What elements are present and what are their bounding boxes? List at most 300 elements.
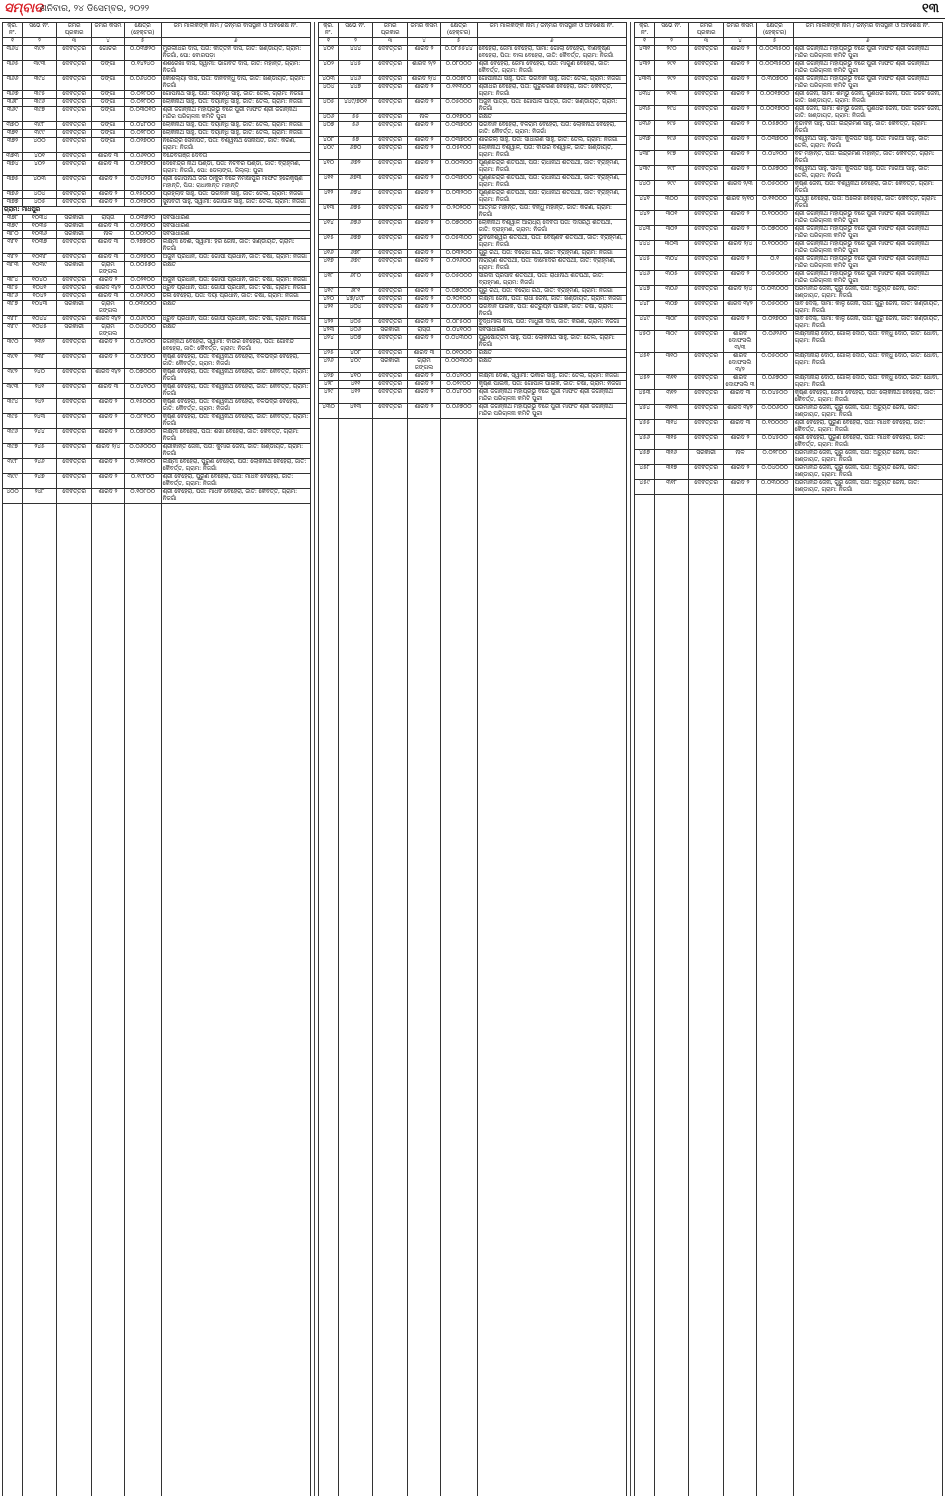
table-row xyxy=(635,271,943,286)
cell-owner: ପ୍ରହ୍ଲାଦ ସାହୁ, ପିତା: ଭଗବାନ ସାହୁ, ଜାତି: ତେଲି, ଗ୍ରାମ: ନିଜଗାଁ xyxy=(161,191,310,199)
cell-type: ଦେବତ୍ତର xyxy=(688,196,723,211)
cell-plot: ୨୯୮ xyxy=(655,166,689,181)
column-number: ୫ xyxy=(124,38,161,46)
table-row xyxy=(635,480,943,495)
cell-plot: ୪୧୩ xyxy=(339,404,373,419)
cell-plot: ୬୮୦ xyxy=(339,273,373,288)
cell-type: ସରକାରୀ xyxy=(56,301,91,316)
table-row xyxy=(319,288,627,296)
cell-owner: ଶାରିଜଲା ସାହୁ, ପିତା: ସାଧାରଣ ସାହୁ, ଜାତି: ତେଲି, ଗ୍ରାମ: ନିଜଗାଁ xyxy=(477,137,626,145)
cell-type: ଦେବତ୍ତର xyxy=(688,375,723,390)
cell-area: ୦.୦୫୦୦୦ xyxy=(756,353,793,375)
cell-plot: ୨୩୮ xyxy=(23,354,57,369)
cell-plot: ୪୪୯/୭୦୧ xyxy=(339,99,373,114)
table-row xyxy=(3,414,311,429)
table-row xyxy=(319,319,627,327)
cell-owner: ସର୍ବସାଧାରଣ xyxy=(161,231,310,239)
cell-plot: ୪୪୭ xyxy=(339,84,373,99)
cell-sl: ୩୭୪ xyxy=(3,161,23,176)
cell-sl: ୩୬୭ xyxy=(3,91,23,99)
cell-kisam: ଶାରଦ ୩ xyxy=(408,350,440,358)
table-row xyxy=(3,444,311,459)
cell-owner: ଗୁରୁ ରଥ, ପିତା: ବିରୋଧ ରଥ, ଜାତି: ବ୍ରାହ୍ମଣ, ଗ୍ରାମ: ନିଜଗାଁ xyxy=(477,250,626,258)
table-row xyxy=(3,239,311,254)
cell-sl: ୩୯୦ xyxy=(3,339,23,354)
cell-type: ଦେବତ୍ତର xyxy=(688,136,723,151)
cell-sl: ୪୩୨ xyxy=(635,61,655,76)
cell-type: ଦେବତ୍ତର xyxy=(372,381,407,389)
cell-area: ୦.୦୮୫୫୪୪ xyxy=(440,46,477,61)
table-row xyxy=(635,136,943,151)
cell-area: ୦.୦୩୭୦୦ xyxy=(756,136,793,151)
column-divider xyxy=(630,22,631,1496)
cell-area: ୦.୦୦୩୫୦୦ xyxy=(756,61,793,76)
cell-owner: ନରେନ୍ଦ୍ର ସେନାପତି, ପିତା: ବିଶ୍ୱନାଥ ସେନାପତି, ଜାତି: କରଣ, ଗ୍ରାମ: ନିଜଗାଁ xyxy=(161,138,310,153)
cell-kisam: ଡଙ୍ଗା xyxy=(92,107,124,122)
cell-plot: ୪୦୭ xyxy=(339,335,373,350)
cell-sl: ୪୫୪ xyxy=(635,405,655,420)
cell-sl: ୪୦୦ xyxy=(3,489,23,504)
cell-sl: ୪୩୮ xyxy=(635,151,655,166)
cell-plot: ୨୯୨ xyxy=(655,76,689,91)
cell-owner: ଲକ୍ଷ୍ମୀନାରା ଦୋଠ, ଗୋଲା ଦୋଠ, ପିତା: ବନ୍ଧୁ ଦୋଠ, ଜାତି: ଧୋବା, ଗ୍ରାମ: ନିଜଗାଁ xyxy=(793,331,942,353)
cell-type: ଦେବତ୍ତର xyxy=(56,191,91,199)
table-row xyxy=(635,316,943,331)
cell-sl: ୪୪୦ xyxy=(635,181,655,196)
cell-kisam: ଶାରଦ ୩/୨ xyxy=(724,405,756,420)
cell-owner: ରକ୍ଷିତ xyxy=(161,301,310,316)
table-row xyxy=(635,450,943,465)
cell-sl: ୪୫୫ xyxy=(635,420,655,435)
cell-plot: ୩୧୦ xyxy=(655,353,689,375)
cell-owner: ଧ୍ରୁବ ପ୍ରଧାନ, ପିତା: ଗୋପୀ ପ୍ରଧାନ, ଜାତି: ଚଷା, ଗ୍ରାମ: ନିଜଗାଁ xyxy=(161,316,310,324)
cell-plot: ୧୦୪୩ xyxy=(23,301,57,316)
table-row xyxy=(3,474,311,489)
cell-area: ୦.୧୧୦୦୦ xyxy=(756,196,793,211)
table-row xyxy=(3,316,311,324)
cell-sl: ୩୯୫ xyxy=(3,414,23,429)
table-row xyxy=(635,211,943,226)
cell-type: ଦେବତ୍ତର xyxy=(372,220,407,235)
cell-owner: ପୂର୍ଣ୍ଣଚନ୍ଦ୍ର ଶତପଥୀ, ପିତା: ରାଧାନାଥ ଶତପଥୀ, ଜାତି: ବ୍ରାହ୍ମଣ, ଗ୍ରାମ: ନିଜଗାଁ xyxy=(477,175,626,190)
table-row xyxy=(635,435,943,450)
cell-area: ୦.୦୦୧୭୦୦ xyxy=(756,91,793,106)
cell-owner: ଲକ୍ଷ୍ମୀ ଦେଈ, ସ୍ୱାମୀ: ହରି ଜେନା, ଜାତି: ଖଣ୍ଡାୟତ, ଗ୍ରାମ: ନିଜଗାଁ xyxy=(161,239,310,254)
cell-area: ୦.୨୭୭୦୦ xyxy=(124,239,161,254)
cell-kisam: ଶାରଦ ଦୋଫସଲି ୩/୨ xyxy=(724,353,756,375)
cell-plot: ୧୦୪୦ xyxy=(23,277,57,285)
cell-area: ୦.୦୯୬୦୦ xyxy=(440,304,477,319)
column-number: ୬ xyxy=(477,38,626,46)
cell-kisam: ଶାରଦ ୨ xyxy=(408,84,440,99)
cell-area: ୦.୦୩୦୦୦ xyxy=(124,301,161,316)
cell-kisam: ଡଙ୍ଗା xyxy=(92,99,124,107)
cell-kisam: ଶାରଦ ୨ xyxy=(92,489,124,504)
cell-type: ଦେବତ୍ତର xyxy=(56,76,91,91)
cell-type: ଦେବତ୍ତର xyxy=(688,316,723,331)
cell-area: ୦.୦୮୫୦୦ xyxy=(440,319,477,327)
cell-sl: ୪୧୦ xyxy=(319,160,339,175)
cell-sl: ୪୨୯ xyxy=(319,389,339,404)
cell-sl: ୩୮୭ xyxy=(3,301,23,316)
cell-sl: ୩୭୦ xyxy=(3,122,23,130)
filler-cell xyxy=(3,504,23,1497)
cell-sl: ୩୮୩ xyxy=(3,262,23,277)
cell-sl: ୩୬୪ xyxy=(3,46,23,61)
cell-plot: ୧୦୩୫ xyxy=(23,223,57,231)
table-row xyxy=(635,151,943,166)
cell-sl: ୪୫୨ xyxy=(635,375,655,390)
cell-type: ଦେବତ୍ତର xyxy=(688,181,723,196)
cell-plot: ୧୦୪୨ xyxy=(23,293,57,301)
cell-owner: ସାରଦା ପ୍ରସାଦ ଶତପଥୀ, ପିତା: ରାଧାନାଥ ଶତପଥୀ, ଜାତି: ବ୍ରାହ୍ମଣ, ଗ୍ରାମ: ନିଜଗାଁ xyxy=(477,273,626,288)
cell-sl: ୪୪୨ xyxy=(635,211,655,226)
cell-plot: ୧୦୩୬ xyxy=(23,231,57,239)
column-header: ସର୍ଭେ ନଂ. xyxy=(655,23,689,38)
cell-area: ୦.୦୪୨୦୦ xyxy=(124,339,161,354)
cell-area: ୦.୦୩୨୦୦ xyxy=(440,250,477,258)
cell-sl: ୪୦୫ xyxy=(319,99,339,114)
cell-sl: ୩୮୪ xyxy=(3,277,23,285)
table-row xyxy=(3,130,311,138)
cell-plot: ୪୭/୪୯୮ xyxy=(339,296,373,304)
cell-area: ୦.୦୫୦୦୦ xyxy=(440,273,477,288)
cell-sl: ୩୯୨ xyxy=(3,369,23,384)
cell-owner: ବିଶ୍ୱନାଥ ସାହୁ, ସାମା: କୁଳପତି ସାହୁ, ପିତା: ମାଗିଆ ସାହୁ, ଜାତି: ତେଲି, ଗ୍ରାମ: ନିଜଗାଁ xyxy=(793,166,942,181)
table-row xyxy=(319,373,627,381)
cell-kisam: ଶାରଦ ୩/୨ xyxy=(724,301,756,316)
cell-plot: ୧୦୩୯ xyxy=(23,262,57,277)
cell-area: ୦.୨୦୨୦୦ xyxy=(440,205,477,220)
table-row xyxy=(319,190,627,205)
column-divider xyxy=(314,22,315,1496)
cell-sl: ୩୯୯ xyxy=(3,474,23,489)
cell-type: ସରକାରୀ xyxy=(56,215,91,223)
cell-kisam: ଡଙ୍ଗା xyxy=(92,130,124,138)
cell-owner: ଅର୍ଜୁନ ପ୍ରଧାନ, ପିତା: ଗୋପୀ ପ୍ରଧାନ, ଜାତି: ଚଷା, ଗ୍ରାମ: ନିଜଗାଁ xyxy=(161,277,310,285)
cell-type: ସରକାରୀ xyxy=(56,324,91,339)
cell-kisam: ଶାରଦ ୨ xyxy=(724,226,756,241)
cell-area: ୦.୦୩୨୦୦ xyxy=(440,190,477,205)
cell-area: ୦.୦୬୯୦୦ xyxy=(124,285,161,293)
cell-plot: ୧୦୩୪ xyxy=(23,215,57,223)
cell-kisam: ଶାରଦ ୩/୨ xyxy=(92,285,124,293)
cell-kisam: ଗ୍ରାମ ଜଙ୍ଗଲ xyxy=(92,324,124,339)
cell-plot: ୩୦୪ xyxy=(655,256,689,271)
table-row xyxy=(3,262,311,277)
table-row xyxy=(319,327,627,335)
table-row xyxy=(319,350,627,358)
cell-type: ଦେବତ୍ତର xyxy=(56,138,91,153)
cell-owner: ଲକ୍ଷ୍ମୀ ବେହେରା, ପିତା: ଶିଖା ବେହେରା, ଜାତି: କୈବର୍ତ୍ତ, ଗ୍ରାମ: ନିଜଗାଁ xyxy=(161,429,310,444)
cell-kisam: ଶାରଦ ୨/୧୦ xyxy=(724,196,756,211)
cell-sl: ୪୧୨ xyxy=(319,190,339,205)
cell-sl: ୪୫୮ xyxy=(635,465,655,480)
cell-area: ୦.୦୫୭୦୦ xyxy=(756,121,793,136)
cell-owner: ବୃନ୍ଦାବନ ସାହୁ, ପିତା: ଇନ୍ଦ୍ରମଣି ସାହୁ, ଜାତି: କୈବର୍ତ୍ତ, ଗ୍ରାମ: ନିଜଗାଁ xyxy=(793,121,942,136)
table-row xyxy=(3,231,311,239)
column-header: କ୍ର. ନଂ. xyxy=(635,23,655,38)
cell-plot: ୪୦୬ xyxy=(339,327,373,335)
cell-plot: ୪୦୯ xyxy=(339,358,373,373)
cell-area: ୦.୦୬୯୦୦ xyxy=(124,316,161,324)
cell-type: ଦେବତ୍ତର xyxy=(56,444,91,459)
cell-kisam: ଶାରଦ ୨ xyxy=(408,145,440,160)
cell-owner: ସର୍ବସାଧାରଣ xyxy=(161,215,310,223)
table-row xyxy=(319,220,627,235)
cell-sl: ୪୩୬ xyxy=(635,121,655,136)
cell-sl: ୪୨୮ xyxy=(319,381,339,389)
cell-owner: ପରମାନନ୍ଦ ଜେନା, ଗୁରୁ ଜେନା, ପିତା: ଅଚ୍ୟୁତ ଜେନା, ଜାତି: ଖଣ୍ଡାୟତ, ଗ୍ରାମ: ନିଜଗାଁ xyxy=(793,405,942,420)
column-number: ୧ xyxy=(635,38,655,46)
village-name: ଗ୍ରାମ: ମାଧପୁର xyxy=(3,207,311,215)
table-row xyxy=(635,301,943,316)
cell-area: ୦.୦୮୧୦୦ xyxy=(124,414,161,429)
cell-sl: ୩୯୪ xyxy=(3,399,23,414)
table-row xyxy=(319,250,627,258)
cell-sl: ୪୫୧ xyxy=(635,353,655,375)
table-row xyxy=(3,215,311,223)
cell-area: ୦.୦୪୮୦୦ xyxy=(124,122,161,130)
cell-kisam: ଡଙ୍ଗା xyxy=(92,61,124,76)
cell-owner: ପୂର୍ଣ୍ଣଚନ୍ଦ୍ର ଶତପଥୀ, ପିତା: ରାଧାନାଥ ଶତପଥୀ, ଜାତି: ବ୍ରାହ୍ମଣ, ଗ୍ରାମ: ନିଜଗାଁ xyxy=(477,190,626,205)
column-header: କ୍ଷେତ୍ର (ହେକ୍ଟର) xyxy=(756,23,793,38)
cell-kisam: ଶାରଦ ୨ xyxy=(724,151,756,166)
cell-plot: ୩୧୧ xyxy=(655,375,689,390)
cell-area: ୦.୦୦୩୦୦ xyxy=(440,160,477,175)
table-row xyxy=(3,339,311,354)
cell-kisam: ଶାରଦ ୨/୪ xyxy=(92,444,124,459)
cell-type: ଦେବତ୍ତର xyxy=(56,176,91,191)
table-row xyxy=(319,99,627,114)
cell-owner: ଶ୍ରୀ ଜଗନ୍ନାଥ ମହାପ୍ରଭୁ ବିଜେ ପୁରୀ ମାର୍ଫତ ଶ୍ରୀ ଜଗନ୍ନାଥ ମନ୍ଦିର ପରିଚାଳନା କମିଟି ପୁରୀ xyxy=(793,61,942,76)
cell-type: ଦେବତ୍ତର xyxy=(372,99,407,114)
cell-sl: ୩୭୬ xyxy=(3,191,23,199)
cell-kisam: ଶାରଦ ୩ xyxy=(92,254,124,262)
filler-cell xyxy=(635,495,655,1497)
column-number: ୪ xyxy=(724,38,756,46)
cell-area: ୦.୦୪୦୦୦ xyxy=(124,324,161,339)
cell-area: ୦.୦୪୨୦୦ xyxy=(756,151,793,166)
cell-sl: ୩୬୯ xyxy=(3,107,23,122)
cell-plot: ୨୯୩ xyxy=(655,91,689,106)
cell-area: ୦.୦୪୮୦୦ xyxy=(440,389,477,404)
cell-kisam: ଶାରଦ ୩ xyxy=(724,390,756,405)
cell-plot: ୧୦୪୪ xyxy=(23,316,57,324)
cell-plot: ୪୧୨ xyxy=(339,389,373,404)
table-row xyxy=(319,304,627,319)
table-row xyxy=(3,76,311,91)
cell-sl: ୪୪୭ xyxy=(635,286,655,301)
table-row xyxy=(319,160,627,175)
cell-plot: ୩୦୫ xyxy=(655,271,689,286)
filler-cell xyxy=(477,419,626,1497)
cell-type: ଦେବତ୍ତର xyxy=(372,160,407,175)
cell-kisam: ଶାରଦ ୨ xyxy=(408,190,440,205)
table-row xyxy=(3,369,311,384)
cell-plot: ୩୦୩ xyxy=(655,241,689,256)
cell-owner: ପରମାନନ୍ଦ ଜେନା, ଗୁରୁ ଜେନା, ପିତା: ଅଚ୍ୟୁତ ଜେନା, ଜାତି: ଖଣ୍ଡାୟତ, ଗ୍ରାମ: ନିଜଗାଁ xyxy=(793,450,942,465)
column-number: ୫ xyxy=(756,38,793,46)
cell-plot: ୧୦୩୮ xyxy=(23,254,57,262)
cell-owner: କୌଶଲ୍ୟା ଦାସ, ପିତା: ଦୀନବନ୍ଧୁ ଦାସ, ଜାତି: ଖଣ୍ଡାୟତ, ଗ୍ରାମ: ନିଜଗାଁ xyxy=(161,76,310,91)
cell-kisam: ଶାରଦ ୨ xyxy=(92,199,124,207)
cell-sl: ୪୨୬ xyxy=(319,358,339,373)
table-row xyxy=(319,84,627,99)
cell-owner: ଶ୍ରୀ ଜେନା, ସାମା: ଶମ୍ଭୁ ଜେନା, ଗୁଣଧର ଜେନା, ପିତା: ଜିଜଟ ଜେନା, ଜାତି: ଖଣ୍ଡାୟତ, ଗ୍ରାମ: ନିଜଗାଁ xyxy=(794,106,941,119)
cell-kisam: ଶାରଦ ୨ xyxy=(408,99,440,114)
cell-plot: ୩୧୮ xyxy=(655,480,689,495)
cell-owner: ଲକ୍ଷ୍ମୀନାରା ଦୋଠ, ଗୋଲା ଦୋଠ, ପିତା: ବନ୍ଧୁ ଦୋଠ, ଜାତି: ଧୋବା, ଗ୍ରାମ: ନିଜଗାଁ xyxy=(793,375,942,390)
table-row xyxy=(319,335,627,350)
cell-sl: ୪୪୮ xyxy=(635,301,655,316)
table-row xyxy=(3,293,311,301)
filler-cell xyxy=(161,504,310,1497)
land-records-table xyxy=(318,22,627,1496)
table-row xyxy=(635,241,943,256)
filler-cell xyxy=(124,504,161,1497)
cell-owner: ଲକ୍ଷ୍ମୀନାରା ଦୋଠ, ଗୋଲା ଦୋଠ, ପିତା: ବନ୍ଧୁ ଦୋଠ, ଜାତି: ଧୋବା, ଗ୍ରାମ: ନିଜଗାଁ xyxy=(793,353,942,375)
cell-type: ଦେବତ୍ତର xyxy=(56,130,91,138)
cell-type: ଦେବତ୍ତର xyxy=(372,145,407,160)
cell-sl: ୪୩୪ xyxy=(635,91,655,106)
cell-area: ୦.୦୨୭୦୦ xyxy=(756,316,793,331)
table-row xyxy=(319,381,627,389)
cell-kisam: ଗ୍ରାମ ଜଙ୍ଗଲ xyxy=(92,262,124,277)
cell-owner: ବଟ ମହାନ୍ତି, ପିତା: ଇନ୍ଦ୍ରମଣି ମହାନ୍ତି, ଜାତି: କୈବର୍ତ୍ତ, ଗ୍ରାମ: ନିଜଗାଁ xyxy=(793,151,942,166)
cell-owner: ଶ୍ରୀ ବେହେରା, ପୁରୁଣି ବେହେରା, ପିତା: ମାଧବ ବେହେରା, ଜାତି: କୈବର୍ତ୍ତ, ଗ୍ରାମ: ନିଜଗାଁ xyxy=(793,435,942,450)
cell-type: ଦେବତ୍ତର xyxy=(688,465,723,480)
table-row xyxy=(319,358,627,373)
cell-owner: ପୁରୁଷୋତ୍ତମ ସାହୁ, ପିତା: ଲୋକନାଥ ସାହୁ, ଜାତି: ତେଲି, ଗ୍ରାମ: ନିଜଗାଁ xyxy=(477,335,626,350)
cell-kisam: ଶାରଦ ୩ xyxy=(724,420,756,435)
cell-plot: ୨୯୪ xyxy=(655,106,689,121)
cell-owner: ଗୋପୀନାଥ ସାହୁ, ପିତା: ଭଗବାନ ସାହୁ, ଜାତି: ତେଲି, ଗ୍ରାମ: ନିଜଗାଁ xyxy=(477,76,626,84)
cell-owner: ବିଶ୍ୱନାଥ ସାହୁ, ସାମା: କୁଳପତି ସାହୁ, ପିତା: ମାଗିଆ ସାହୁ, ଜାତି: ତେଲି, ଗ୍ରାମ: ନିଜଗାଁ xyxy=(793,136,942,151)
cell-kisam: ଶାରଦ ୨ xyxy=(92,339,124,354)
cell-area: ୦.୦୧୭୦୦ xyxy=(440,114,477,122)
cell-type: ଦେବତ୍ତର xyxy=(372,288,407,296)
column-header: ଜମି ମାଲିକଙ୍କ ନାମ / ଜନ୍ମର ବାସସ୍ଥାନ ଓ ଅବଶେଷ ନଂ. xyxy=(161,23,310,38)
cell-sl: ୪୨୭ xyxy=(319,373,339,381)
cell-owner: ମୁରଲୀଧର ଦାସ, ପିତା: କୀର୍ତ୍ତନ ଦାସ, ଜାତି: ଖଣ୍ଡାୟତ, ଗ୍ରାମ: ନିଜଗାଁ, ପୋ: ବୋରପଡ଼ା xyxy=(161,46,310,61)
cell-kisam: ଡଙ୍ଗା xyxy=(92,91,124,99)
cell-owner: ସର୍ବସାଧାରଣ xyxy=(161,223,310,231)
cell-owner: ଶ୍ରୀ ଜଗନ୍ନାଥ ମହାପ୍ରଭୁ ବିଜେ ପୁରୀ ମାର୍ଫତ ଶ୍ରୀ ଜଗନ୍ନାଥ ମନ୍ଦିର ପରିଚାଳନା କମିଟି ପୁରୀ xyxy=(793,46,942,61)
cell-type: ଦେବତ୍ତର xyxy=(372,319,407,327)
filler-cell xyxy=(688,495,723,1497)
cell-kisam: ଶାରଦ ୨ xyxy=(92,399,124,414)
table-row xyxy=(635,286,943,301)
cell-kisam: ଶାରଦ ୩ xyxy=(92,239,124,254)
cell-area: ୦.୦୩୭୦୦ xyxy=(440,122,477,137)
column-number: ୫ xyxy=(440,38,477,46)
cell-area: ୦.୦୪୧୦୦ xyxy=(124,384,161,399)
cell-area: ୦.୦୨୬୦୦ xyxy=(440,258,477,273)
cell-sl: ୪୧୫ xyxy=(319,235,339,250)
column-header: ଜମି ମାଲିକଙ୍କ ନାମ / ଜନ୍ମର ବାସସ୍ଥାନ ଓ ଅବଶେଷ ନଂ. xyxy=(793,23,942,38)
cell-sl: ୪୫୦ xyxy=(635,331,655,353)
cell-kisam: ଶାରଦ ୨ xyxy=(92,474,124,489)
filler-cell xyxy=(92,504,124,1497)
cell-plot: ୩୧୫ xyxy=(655,435,689,450)
column-header: ଜମିର ପ୍ରକାର xyxy=(56,23,91,38)
cell-area: ୦.୦୨୭୦୦ xyxy=(124,138,161,153)
cell-owner: ଲକ୍ଷ୍ମୀ ଜେନା, ପିତା: ରାଧା ଜେନା, ଜାତି: ଖଣ୍ଡାୟତ, ଗ୍ରାମ: ନିଜଗାଁ xyxy=(477,296,626,304)
cell-area: ୦.୦୬୧୦୦ xyxy=(124,153,161,161)
cell-type: ଦେବତ୍ତର xyxy=(56,339,91,354)
cell-owner: କୃଷ୍ଣ ପାଇକ, ପିତା: ଗୋପାଳ ପାଇକ, ଜାତି: ଚଷା, ଗ୍ରାମ: ନିଜଗାଁ xyxy=(477,381,626,389)
table-row xyxy=(319,404,627,419)
cell-owner: ଲୋକନାଥ ସାହୁ, ପିତା: ଦୟାନିଧି ସାହୁ, ଜାତି: ତେଲି, ଗ୍ରାମ: ନିଜଗାଁ xyxy=(161,122,310,130)
table-row xyxy=(635,106,943,121)
table-row xyxy=(3,489,311,504)
cell-type: ଦେବତ୍ତର xyxy=(372,296,407,304)
cell-type: ଦେବତ୍ତର xyxy=(56,384,91,399)
cell-area: ୦.୦୩୭୨୦ xyxy=(124,215,161,223)
cell-kisam: ଶାରଦ ୩ xyxy=(92,223,124,231)
cell-plot: ୪୦୪ xyxy=(339,304,373,319)
cell-kisam: ନାଳ xyxy=(92,231,124,239)
cell-sl: ୩୭୯ xyxy=(3,223,23,231)
cell-kisam: ଶାରଦ ଦୋଫସଲି ୩/୩ xyxy=(724,331,756,353)
table-row xyxy=(319,145,627,160)
cell-area: ୦.୧୪୨୪୦ xyxy=(124,61,161,76)
table-filler-row xyxy=(635,495,943,1497)
cell-type: ଦେବତ୍ତର xyxy=(688,106,723,121)
cell-area: ୦.୨୩୧୦୦ xyxy=(124,459,161,474)
cell-type: ଦେବତ୍ତର xyxy=(56,489,91,504)
cell-type: ଦେବତ୍ତର xyxy=(372,373,407,381)
table-row xyxy=(319,122,627,137)
cell-plot: ୨୯୦ xyxy=(655,46,689,61)
cell-plot: ୩୧୪ xyxy=(655,420,689,435)
cell-sl: ୪୦୨ xyxy=(319,61,339,76)
cell-owner: ରକ୍ଷିତ xyxy=(161,262,310,277)
table-row xyxy=(3,354,311,369)
cell-area: ୦.୦୨୮୦୦ xyxy=(756,450,793,465)
cell-type: ଦେବତ୍ତର xyxy=(372,76,407,84)
table-row xyxy=(3,399,311,414)
cell-owner: ଶ୍ରୀ ଜଗନ୍ନାଥ ମହାପ୍ରଭୁ ବିଜେ ପୁରୀ ମାର୍ଫତ ଶ୍ରୀ ଜଗନ୍ନାଥ ମନ୍ଦିର ପରିଚାଳନା କମିଟି ପୁରୀ xyxy=(793,211,942,226)
cell-kisam: ଶାରଦ ୨ xyxy=(408,220,440,235)
cell-plot: ୩୧୬ xyxy=(655,450,689,465)
table-row xyxy=(3,46,311,61)
cell-owner: ପରମାନନ୍ଦ ଜେନା, ଗୁରୁ ଜେନା, ପିତା: ଅଚ୍ୟୁତ ଜେନା, ଜାତି: ଖଣ୍ଡାୟତ, ଗ୍ରାମ: ନିଜଗାଁ xyxy=(793,286,942,301)
cell-owner: ଶ୍ରୀ ଜଗନ୍ନାଥ ମହାପ୍ରଭୁ ବିଜେ ପୁରୀ ମାର୍ଫତ ଶ୍ରୀ ଜଗନ୍ନାଥ ମନ୍ଦିର ପରିଚାଳନା କମିଟି ପୁରୀ xyxy=(793,226,942,241)
cell-owner: କୃଷ୍ଣ ବେହେରା, ପିତା: ବିଶ୍ୱନାଥ ବେହେରା, ଜାତି: କୈବର୍ତ୍ତ, ଗ୍ରାମ: ନିଜଗାଁ xyxy=(161,369,310,384)
cell-area: ୦.୦୭୦୦୦ xyxy=(440,220,477,235)
cell-sl: ୪୨୪ xyxy=(319,335,339,350)
cell-area: ୦.୦୧୬୦୦ xyxy=(124,293,161,301)
cell-sl: ୪୦୯ xyxy=(319,145,339,160)
cell-type: ଦେବତ୍ତର xyxy=(56,316,91,324)
cell-plot: ୫୫ xyxy=(339,114,373,122)
cell-type: ଦେବତ୍ତର xyxy=(688,331,723,353)
table-row xyxy=(635,390,943,405)
cell-plot: ୩୧୨ xyxy=(655,390,689,405)
cell-owner: ଅର୍ଜୁନ ପାତ୍ର, ପିତା: ଗୋପାଳ ପାତ୍ର, ଜାତି: ଖଣ୍ଡାୟତ, ଗ୍ରାମ: ନିଜଗାଁ xyxy=(477,99,626,114)
cell-type: ଦେବତ୍ତର xyxy=(688,435,723,450)
filler-cell xyxy=(440,419,477,1497)
cell-kisam: ଶାରଦ ୨ xyxy=(408,304,440,319)
cell-sl: ୪୩୦ xyxy=(319,404,339,419)
cell-plot: ୩୯୭ xyxy=(23,107,57,122)
cell-owner: ନାରାୟଣ ଶତପଥୀ, ପିତା: ଦାମୋଦର ଶତପଥୀ, ଜାତି: ବ୍ରାହ୍ମଣ, ଗ୍ରାମ: ନିଜଗାଁ xyxy=(477,258,626,273)
cell-plot: ୪୦୨ xyxy=(23,161,57,176)
cell-owner: ଲୋକନାଥ ବିଶ୍ୱାଳ, ପିତା: ବାଉରି ବିଶ୍ୱାଳ, ଜାତି: ଖଣ୍ଡାୟତ, ଗ୍ରାମ: ନିଜଗାଁ xyxy=(477,145,626,160)
cell-kisam: ଶାରଦ ୨ xyxy=(724,76,756,91)
